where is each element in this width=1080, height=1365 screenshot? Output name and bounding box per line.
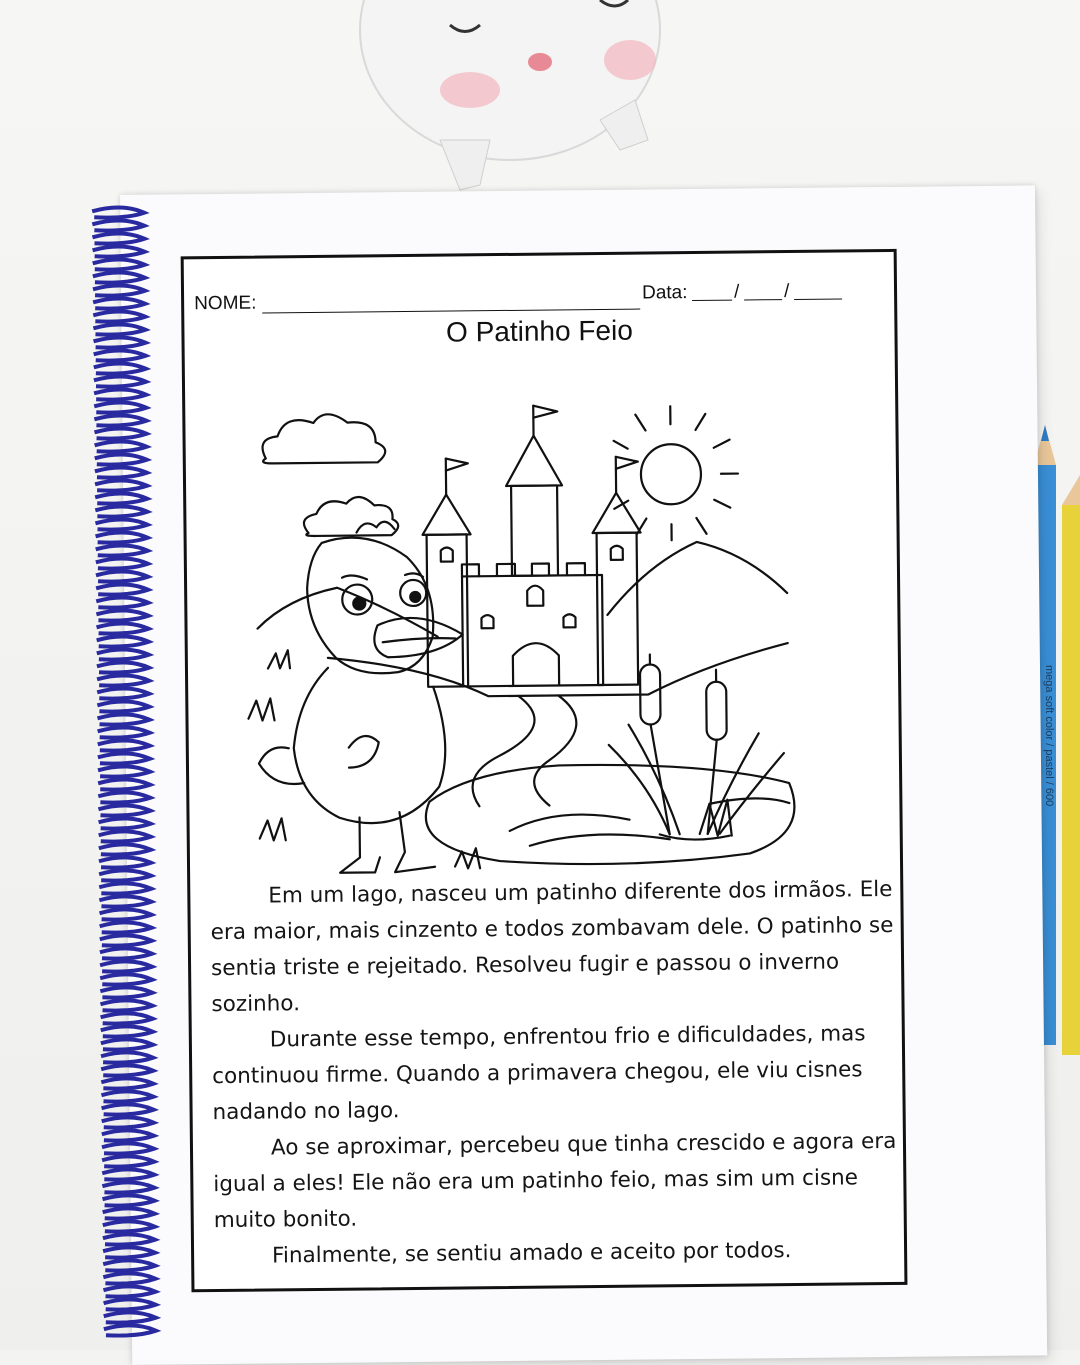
worksheet-frame (181, 249, 908, 1292)
spiral-coil (98, 766, 150, 777)
spiral-coil (99, 818, 151, 829)
spiral-coil (104, 1312, 156, 1323)
spiral-coil (101, 1065, 153, 1076)
spiral-coil (103, 1221, 155, 1232)
spiral-coil (102, 1104, 154, 1115)
header-row (194, 280, 884, 317)
spiral-coil (93, 259, 145, 270)
spiral-coil (102, 1130, 154, 1141)
spiral-coil (95, 480, 147, 491)
sad-duckling-icon (256, 521, 465, 874)
date-slash: / (734, 282, 740, 304)
cattail-icon (608, 653, 785, 840)
sun-icon (641, 444, 702, 505)
castle-icon (421, 405, 642, 687)
spiral-coil (95, 493, 147, 504)
story-paragraph: Durante esse tempo, enfrentou frio e dificuldades, mas continuou firme. Quando a primavera chegou, ele viu cisnes nadando no lago. (212, 1016, 913, 1131)
spiral-coil (98, 792, 150, 803)
spiral-coil (99, 909, 151, 920)
spiral-coil (100, 974, 152, 985)
spiral-coil (98, 805, 150, 816)
spiral-coil (101, 1026, 153, 1037)
spiral-coil (101, 1013, 153, 1024)
spiral-coil (93, 324, 145, 335)
spiral-coil (104, 1325, 156, 1336)
spiral-coil (97, 701, 149, 712)
date-day-blank[interactable] (692, 300, 732, 301)
spiral-coil (95, 441, 147, 452)
spiral-coil (104, 1299, 156, 1310)
spiral-coil (100, 961, 152, 972)
spiral-coil (100, 987, 152, 998)
name-label: NOME: (194, 293, 257, 316)
story-paragraph: Em um lago, nasceu um patinho diferente dos irmãos. Ele era maior, mais cinzento e todos zombavam dele. O patinho se sentia triste e rejeitado. Resolveu fugir e passou o inverno sozinho. (210, 872, 911, 1023)
spiral-coil (98, 753, 150, 764)
spiral-coil (93, 337, 145, 348)
date-slash: / (784, 281, 790, 303)
spiral-notebook (120, 185, 1047, 1365)
spiral-binding (82, 205, 174, 1346)
spiral-coil (101, 1052, 153, 1063)
spiral-coil (99, 831, 151, 842)
spiral-coil (96, 610, 148, 621)
story-paragraph: Ao se aproximar, percebeu que tinha crescido e agora era igual a eles! Ele não era um patinho feio, mas sim um cisne muito bonito. (213, 1124, 914, 1239)
spiral-coil (102, 1169, 154, 1180)
spiral-coil (96, 545, 148, 556)
spiral-coil (94, 376, 146, 387)
spiral-coil (93, 311, 145, 322)
spiral-coil (92, 233, 144, 244)
spiral-coil (103, 1208, 155, 1219)
spiral-coil (93, 272, 145, 283)
grass-icon (248, 698, 274, 720)
page-title: O Patinho Feio (184, 312, 894, 351)
spiral-coil (100, 1000, 152, 1011)
spiral-coil (103, 1234, 155, 1245)
spiral-coil (101, 1091, 153, 1102)
spiral-coil (94, 402, 146, 413)
spiral-coil (98, 779, 150, 790)
spiral-coil (102, 1143, 154, 1154)
spiral-coil (102, 1117, 154, 1128)
cloud-icon (262, 414, 385, 464)
spiral-coil (102, 1195, 154, 1206)
pencil-label: mega soft color / pastel / 600 (1043, 665, 1055, 806)
spiral-coil (94, 415, 146, 426)
spiral-coil (99, 857, 151, 868)
spiral-coil (99, 896, 151, 907)
spiral-coil (98, 727, 150, 738)
spiral-coil (95, 519, 147, 530)
spiral-coil (96, 597, 148, 608)
coloring-illustration (225, 363, 840, 879)
spiral-coil (92, 220, 144, 231)
grass-icon (260, 818, 286, 840)
spiral-coil (97, 662, 149, 673)
spiral-coil (93, 285, 145, 296)
date-month-blank[interactable] (744, 299, 782, 300)
grass-icon (268, 650, 290, 668)
spiral-coil (97, 714, 149, 725)
spiral-coil (93, 298, 145, 309)
spiral-coil (99, 883, 151, 894)
spiral-coil (101, 1039, 153, 1050)
spiral-coil (95, 454, 147, 465)
spiral-coil (95, 467, 147, 478)
spiral-coil (96, 532, 148, 543)
spiral-coil (103, 1247, 155, 1258)
spiral-coil (102, 1156, 154, 1167)
date-label: Data: (642, 282, 688, 304)
spiral-coil (94, 389, 146, 400)
spiral-coil (94, 428, 146, 439)
spiral-coil (92, 207, 144, 218)
spiral-coil (97, 675, 149, 686)
spiral-coil (97, 636, 149, 647)
spiral-coil (98, 740, 150, 751)
spiral-coil (99, 844, 151, 855)
spiral-coil (103, 1260, 155, 1271)
spiral-coil (96, 623, 148, 634)
spiral-coil (96, 584, 148, 595)
ceramic-figurine (330, 0, 690, 200)
spiral-coil (102, 1182, 154, 1193)
spiral-coil (96, 571, 148, 582)
spiral-coil (100, 948, 152, 959)
spiral-coil (93, 246, 145, 257)
spiral-coil (94, 350, 146, 361)
spiral-coil (103, 1273, 155, 1284)
lake-icon (425, 763, 795, 866)
mountain-icon (607, 541, 788, 615)
spiral-coil (94, 363, 146, 374)
spiral-coil (97, 649, 149, 660)
spiral-coil (99, 870, 151, 881)
cloud-icon (304, 497, 399, 537)
spiral-coil (100, 935, 152, 946)
name-blank-line[interactable] (262, 309, 640, 314)
spiral-coil (103, 1286, 155, 1297)
story-paragraph: Finalmente, se sentiu amado e aceito por todos. (214, 1232, 914, 1275)
spiral-coil (101, 1078, 153, 1089)
spiral-coil (96, 558, 148, 569)
spiral-coil (100, 922, 152, 933)
story-text (210, 872, 914, 1275)
spiral-coil (95, 506, 147, 517)
spiral-coil (97, 688, 149, 699)
date-year-blank[interactable] (794, 298, 842, 300)
